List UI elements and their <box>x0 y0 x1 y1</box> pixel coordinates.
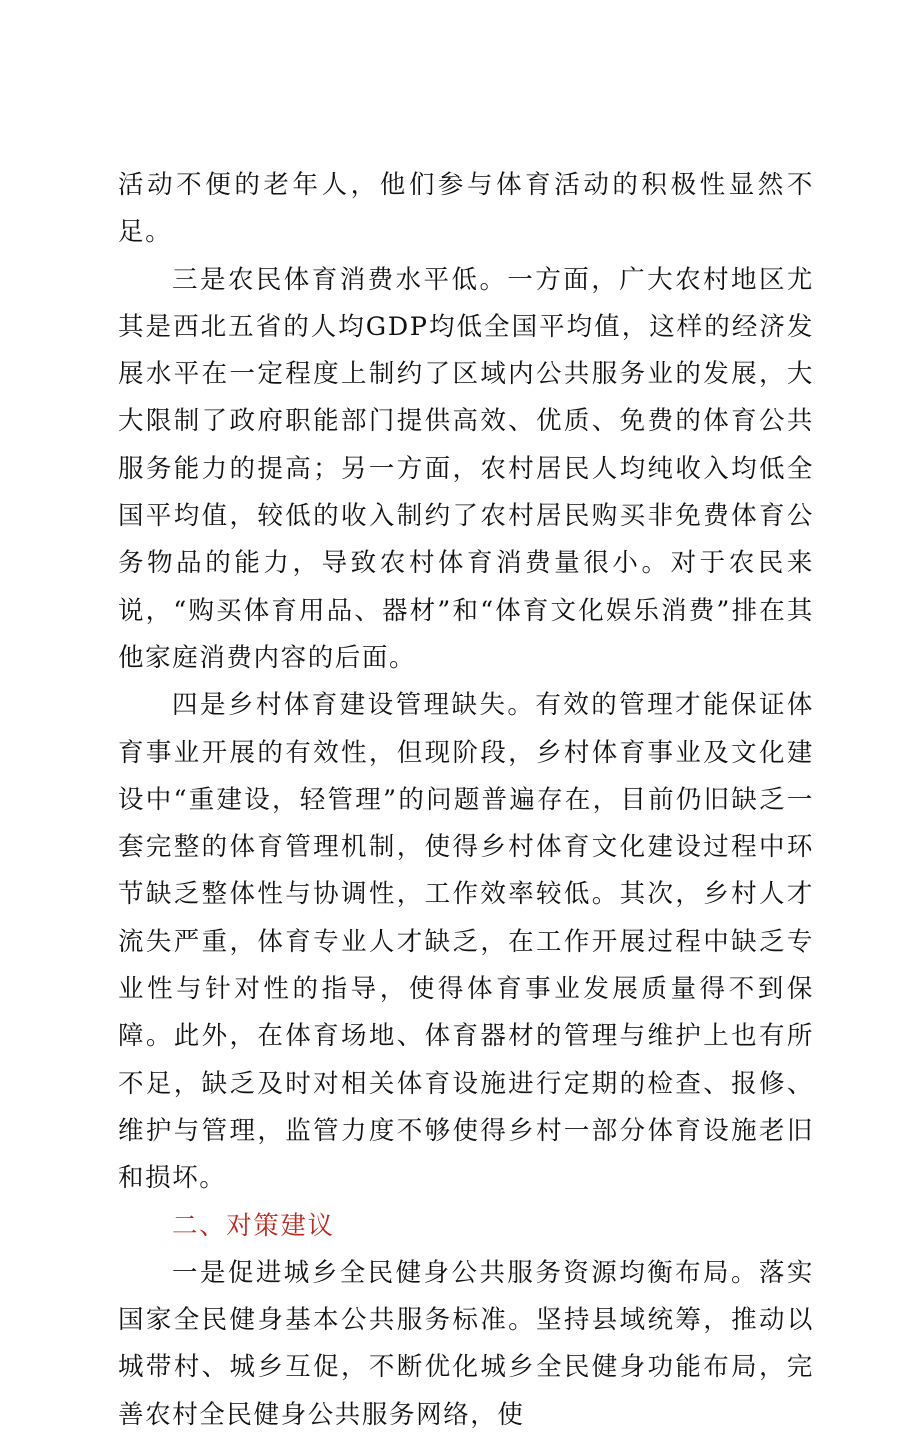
section-heading: 二、对策建议 <box>172 1210 335 1241</box>
paragraph-resource-balance: 一是促进城乡全民健身公共服务资源均衡布局。落实国家全民健身基本公共服务标准。坚持县域统筹，推动以城带村、城乡互促，不断优化城乡全民健身功能布局，完善农村全民健身公共服务网络，使 <box>118 1257 814 1430</box>
paragraph-consumption-level: 三是农民体育消费水平低。一方面，广大农村地区尤其是西北五省的人均GDP均低全国平均值，这样的经济发展水平在一定程度上制约了区域内公共服务业的发展，大大限制了政府职能部门提供高效、优质、免费的体育公共服务能力的提高；另一方面，农村居民人均纯收入均低全国平均值，较低的收入制约了农村居民购买非免费体育公务物品的能力，导致农村体育消费量很小。对于农民来说，“购买体育用品、器材”和“体育文化娱乐消费”排在其他家庭消费内容的后面。 <box>118 264 814 673</box>
paragraph-management-deficiency: 四是乡村体育建设管理缺失。有效的管理才能保证体育事业开展的有效性，但现阶段，乡村体育事业及文化建设中“重建设，轻管理”的问题普遍存在，目前仍旧缺乏一套完整的体育管理机制，使得乡村体育文化建设过程中环节缺乏整体性与协调性，工作效率较低。其次，乡村人才流失严重，体育专业人才缺乏，在工作开展过程中缺乏专业性与针对性的指导，使得体育事业发展质量得不到保障。此外，在体育场地、体育器材的管理与维护上也有所不足，缺乏及时对相关体育设施进行定期的检查、报修、维护与管理，监管力度不够使得乡村一部分体育设施老旧和损坏。 <box>118 690 814 1194</box>
paragraph-continuation: 活动不便的老年人，他们参与体育活动的积极性显然不足。 <box>118 170 814 248</box>
document-body <box>118 162 814 1439</box>
